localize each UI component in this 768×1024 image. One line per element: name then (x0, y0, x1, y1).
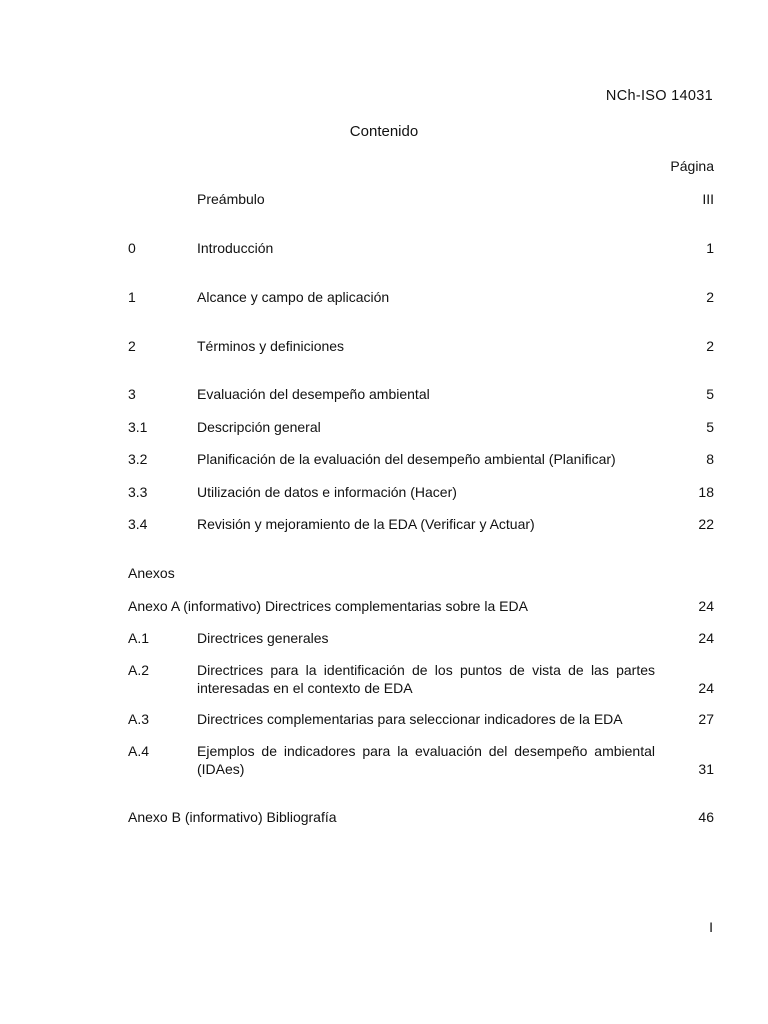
toc-entry-number: 3.1 (128, 419, 148, 435)
toc-entry-page: 24 (698, 680, 714, 696)
toc-entry-title: Evaluación del desempeño ambiental (197, 386, 430, 402)
toc-entry-page: 1 (706, 240, 714, 256)
toc-entry-page: 27 (698, 711, 714, 727)
toc-entry-page: 22 (698, 516, 714, 532)
toc-entry-page: 18 (698, 484, 714, 500)
page-column-label: Página (670, 158, 714, 174)
toc-entry-title: Alcance y campo de aplicación (197, 289, 390, 305)
document-code: NCh-ISO 14031 (605, 88, 713, 104)
toc-entry-title: Directrices complementarias para seleccionar indicadores de la EDA (197, 711, 623, 727)
toc-entry-page: 8 (706, 451, 714, 467)
toc-entry-title: Anexo A (informativo) Directrices complementarias sobre la EDA (128, 598, 528, 614)
toc-entry-number: A.2 (128, 662, 150, 678)
toc-entry-number: 3 (128, 386, 136, 402)
toc-entry-page: 46 (698, 809, 714, 825)
toc-entry-title: Ejemplos de indicadores para la evaluación del desempeño ambiental (IDAes) (197, 743, 655, 777)
toc-entry-number: 2 (128, 338, 136, 354)
toc-entry-page: 5 (706, 419, 714, 435)
toc-entry-title: Preámbulo (197, 191, 265, 207)
toc-entry-title: Directrices para la identificación de los puntos de vista de las partes interesadas en el contexto de EDA (197, 662, 655, 696)
toc-entry-title: Utilización de datos e información (Hacer) (197, 484, 457, 500)
page-title: Contenido (349, 123, 419, 140)
toc-entry-title: Planificación de la evaluación del desempeño ambiental (Planificar) (197, 451, 616, 467)
toc-entry-page: 2 (706, 289, 714, 305)
toc-entry-title: Descripción general (197, 419, 321, 435)
toc-entry-title: Anexo B (informativo) Bibliografía (128, 809, 337, 825)
toc-entry-number: A.3 (128, 711, 150, 727)
toc-entry-page: 24 (698, 630, 714, 646)
toc-section-title: Anexos (128, 565, 175, 581)
toc-entry-title: Directrices generales (197, 630, 329, 646)
page-number: I (709, 919, 713, 935)
toc-entry-number: A.1 (128, 630, 150, 646)
toc-entry-title: Revisión y mejoramiento de la EDA (Verificar y Actuar) (197, 516, 535, 532)
toc-entry-page: III (702, 191, 714, 207)
toc-entry-page: 31 (698, 761, 714, 777)
toc-entry-number: 0 (128, 240, 136, 256)
toc-entry-page: 2 (706, 338, 714, 354)
toc-entry-title: Términos y definiciones (197, 338, 345, 354)
toc-entry-number: 3.4 (128, 516, 148, 532)
toc-entry-page: 24 (698, 598, 714, 614)
toc-entry-number: 1 (128, 289, 136, 305)
toc-entry-number: 3.2 (128, 451, 148, 467)
toc-entry-title: Introducción (197, 240, 274, 256)
toc-entry-page: 5 (706, 386, 714, 402)
toc-entry-number: 3.3 (128, 484, 148, 500)
toc-entry-number: A.4 (128, 743, 150, 759)
